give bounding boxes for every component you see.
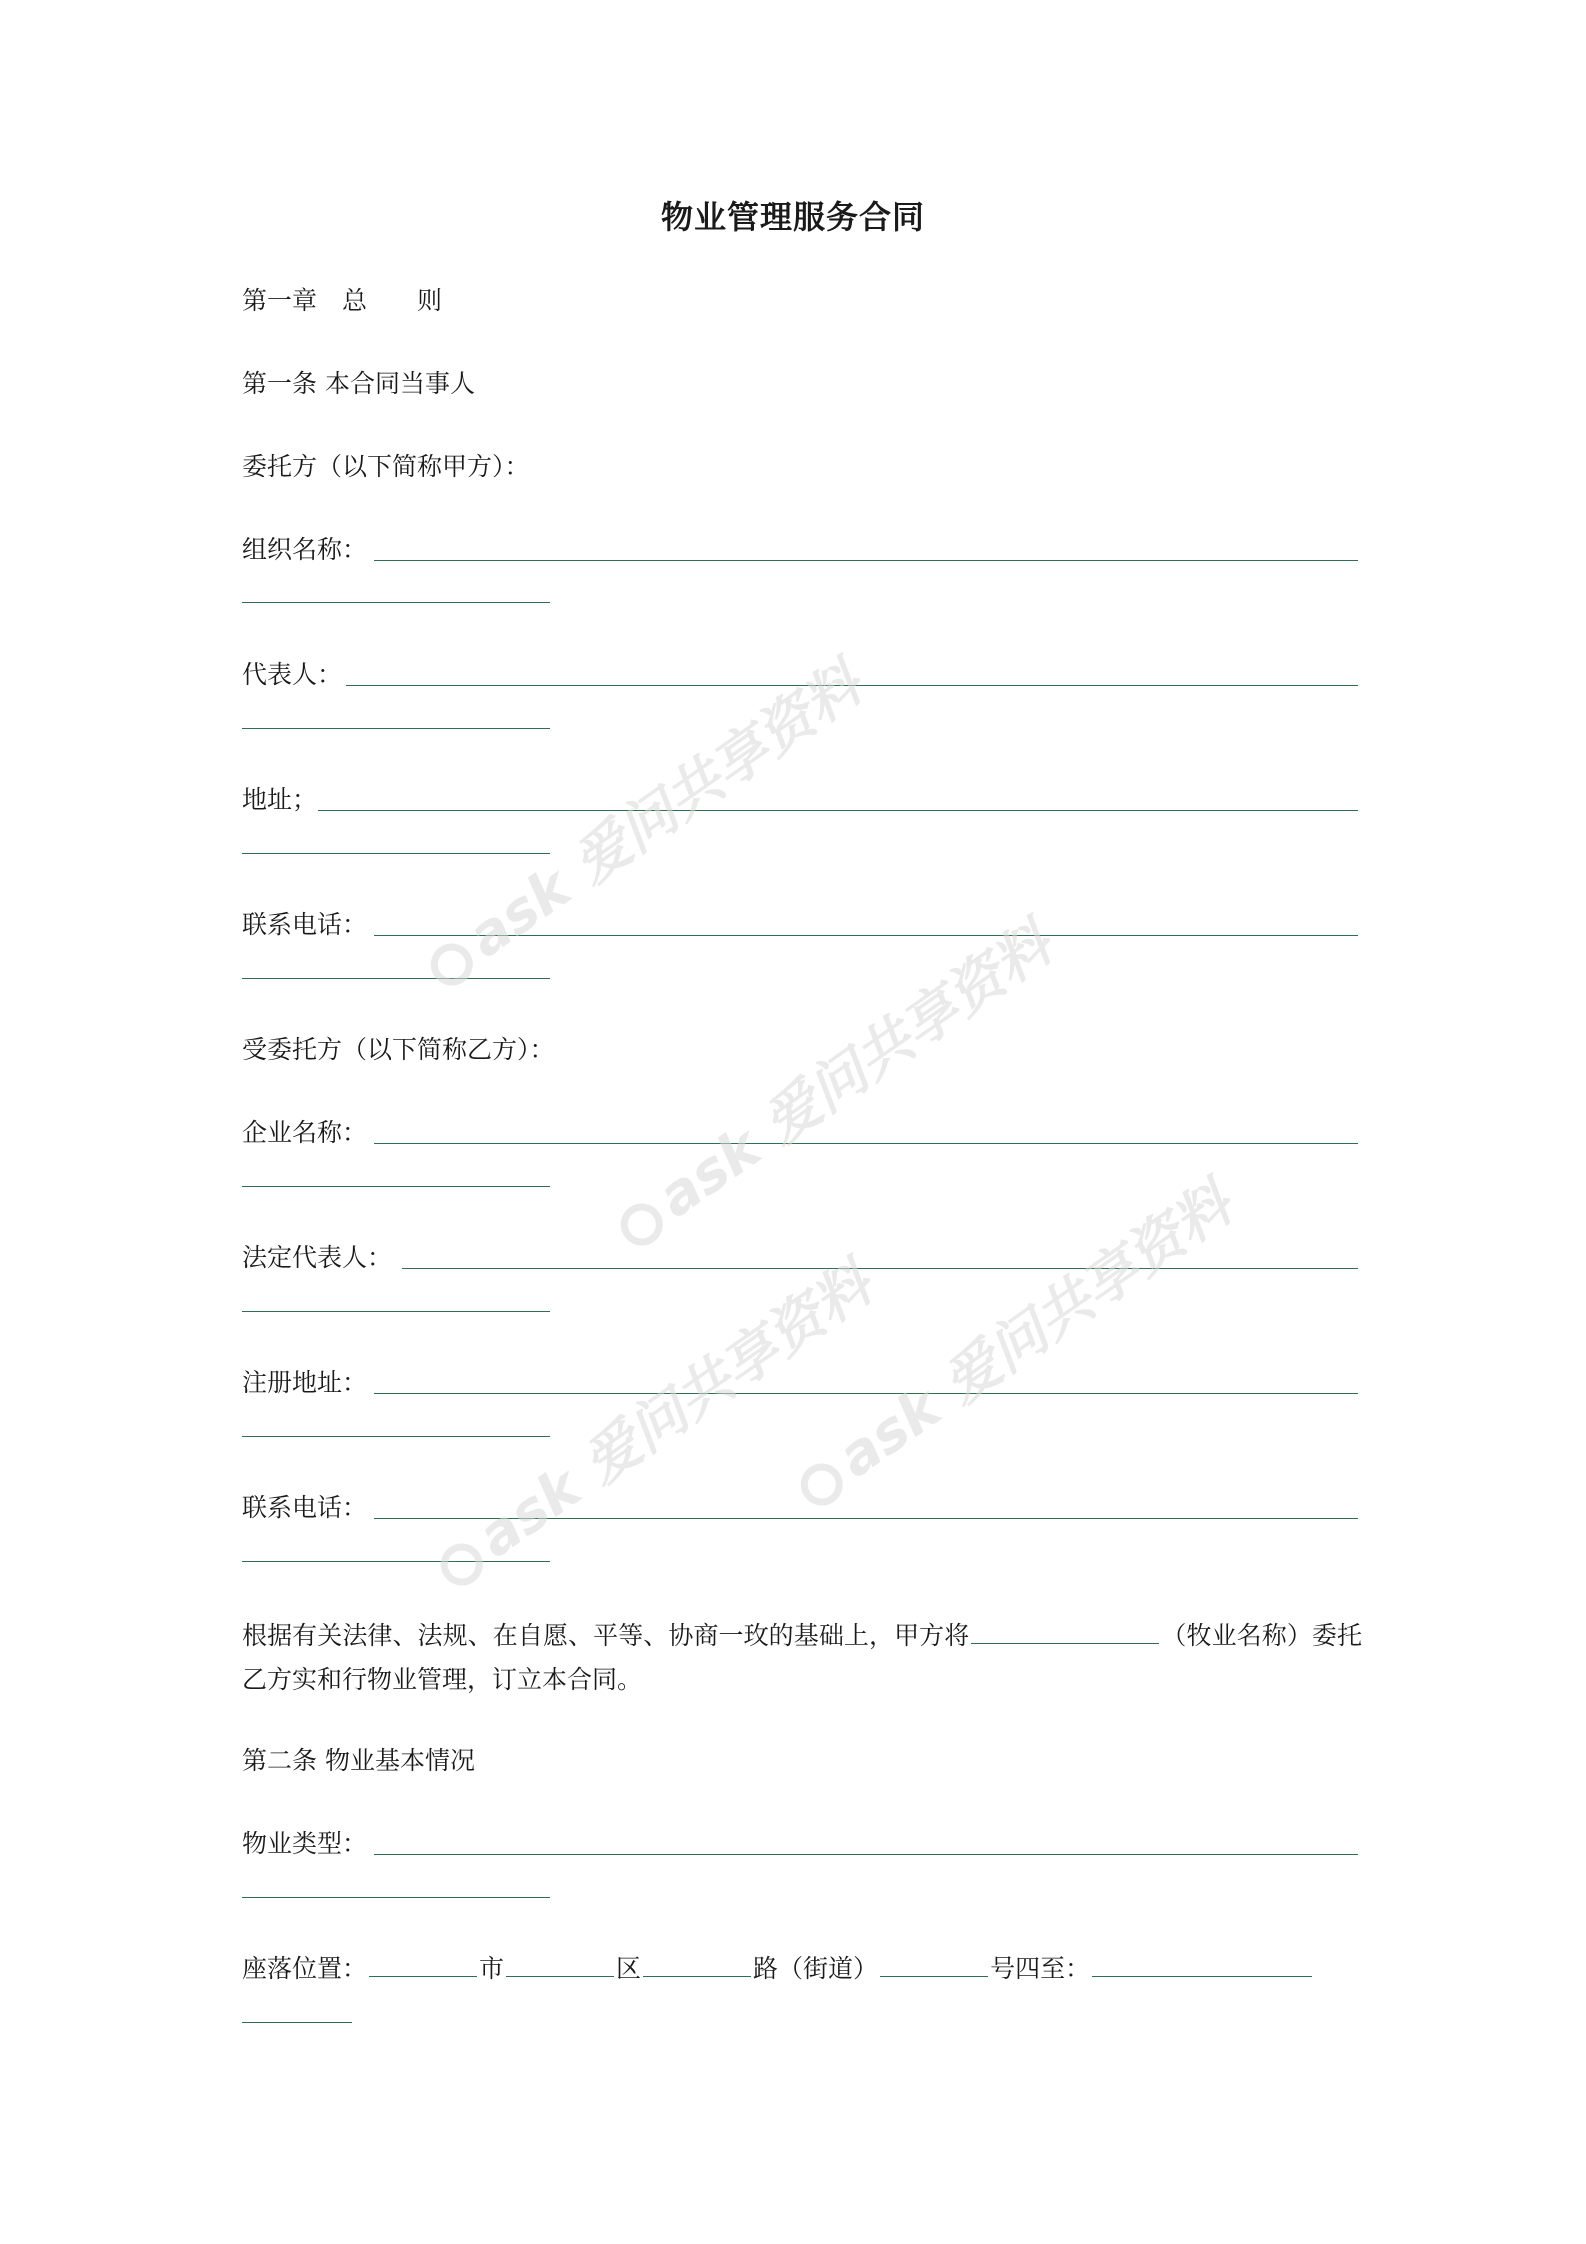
location-label: 座落位置：	[242, 1954, 368, 1983]
watermark-logo-icon	[612, 1195, 670, 1253]
number-blank[interactable]	[880, 1952, 988, 1977]
field-legal-rep-blank-cont[interactable]	[242, 1311, 550, 1312]
delegation-paragraph	[242, 1614, 1362, 1702]
city-blank[interactable]	[369, 1952, 477, 1977]
boundaries-blank-cont[interactable]	[242, 2022, 352, 2023]
field-phone-a-label: 联系电话：	[242, 910, 368, 939]
field-company-name-blank[interactable]	[374, 1143, 1358, 1144]
field-reg-address-blank-cont[interactable]	[242, 1436, 550, 1437]
delegation-text-part1: 根据有关法律、法规、在自愿、平等、协商一玫的基础上，甲方将	[242, 1621, 970, 1650]
watermark: ask 爱问共享资料	[597, 901, 1065, 1262]
field-property-type-label: 物业类型：	[242, 1829, 368, 1858]
field-address-label: 地址；	[242, 785, 318, 814]
field-representative-blank-cont[interactable]	[242, 728, 550, 729]
document-title: 物业管理服务合同	[660, 198, 925, 236]
field-phone-b-label: 联系电话：	[242, 1493, 368, 1522]
field-phone-a-blank-cont[interactable]	[242, 978, 550, 979]
field-property-type-blank-cont[interactable]	[242, 1897, 550, 1898]
field-org-name-blank-cont[interactable]	[242, 602, 550, 603]
party-b-header: 受委托方（以下简称乙方）：	[242, 1035, 555, 1064]
article-2-heading: 第二条 物业基本情况	[242, 1746, 475, 1775]
field-company-name-label: 企业名称：	[242, 1118, 368, 1147]
field-reg-address-label: 注册地址：	[242, 1368, 368, 1397]
field-representative-label: 代表人：	[242, 660, 343, 689]
field-legal-rep-label: 法定代表人：	[242, 1243, 393, 1272]
watermark-logo-icon	[432, 1535, 490, 1593]
article-1-heading: 第一条 本合同当事人	[242, 369, 475, 398]
property-name-blank[interactable]	[971, 1619, 1159, 1644]
field-reg-address-blank[interactable]	[374, 1393, 1358, 1394]
field-phone-b-blank[interactable]	[374, 1518, 1358, 1519]
location-number: 号四至：	[990, 1954, 1091, 1983]
delegation-text-part2: （牧业名称）委托乙方实和行物业管理，订立本合同。	[242, 1621, 1362, 1694]
watermark-logo-icon	[422, 935, 480, 993]
party-a-header: 委托方（以下简称甲方）：	[242, 452, 530, 481]
location-district: 区	[616, 1954, 642, 1983]
watermark: ask 爱问共享资料	[417, 1241, 885, 1602]
boundaries-blank[interactable]	[1092, 1952, 1312, 1977]
location-line	[242, 1952, 1314, 1986]
field-address-blank-cont[interactable]	[242, 853, 550, 854]
location-road: 路（街道）	[753, 1954, 879, 1983]
road-blank[interactable]	[643, 1952, 751, 1977]
location-city: 市	[479, 1954, 505, 1983]
field-legal-rep-blank[interactable]	[402, 1268, 1358, 1269]
watermark-logo-icon	[792, 1455, 850, 1513]
field-org-name-blank[interactable]	[374, 560, 1358, 561]
field-company-name-blank-cont[interactable]	[242, 1186, 550, 1187]
field-org-name-label: 组织名称：	[242, 535, 368, 564]
chapter-heading: 第一章 总 则	[242, 286, 443, 315]
field-property-type-blank[interactable]	[374, 1854, 1358, 1855]
watermark: ask 爱问共享资料	[777, 1161, 1245, 1522]
field-address-blank[interactable]	[318, 810, 1358, 811]
field-phone-a-blank[interactable]	[374, 935, 1358, 936]
field-representative-blank[interactable]	[346, 685, 1358, 686]
watermark: ask 爱问共享资料	[407, 641, 875, 1002]
field-phone-b-blank-cont[interactable]	[242, 1561, 550, 1562]
district-blank[interactable]	[506, 1952, 614, 1977]
